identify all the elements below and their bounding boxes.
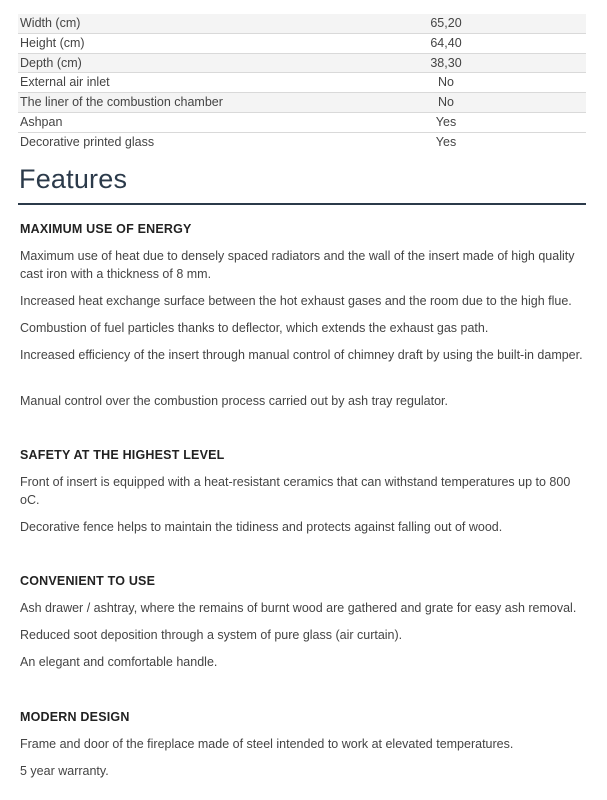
feature-paragraph: Decorative fence helps to maintain the tidiness and protects against falling out of wood. [20, 520, 503, 534]
spec-label: Width (cm) [20, 16, 81, 30]
feature-paragraph: 5 year warranty. [20, 764, 109, 778]
feature-paragraph: Manual control over the combustion process carried out by ash tray regulator. [20, 394, 448, 408]
feature-paragraph: An elegant and comfortable handle. [20, 655, 218, 669]
spec-value: No [438, 75, 454, 90]
spec-value: 65,20 [430, 16, 462, 30]
feature-paragraph: Ash drawer / ashtray, where the remains of burnt wood are gathered and grate for easy ash removal. [20, 601, 577, 615]
spec-value: 38,30 [430, 55, 462, 70]
spec-row [18, 133, 586, 152]
section-heading: MAXIMUM USE OF ENERGY [20, 222, 192, 236]
spec-label: Ashpan [20, 114, 63, 129]
feature-paragraph: Frame and door of the fireplace made of steel intended to work at elevated temperatures. [20, 737, 514, 751]
feature-paragraph: Increased efficiency of the insert through manual control of chimney draft by using the built-in damper. [20, 348, 583, 362]
features-divider [18, 203, 586, 205]
feature-paragraph: Front of insert is equipped with a heat-resistant ceramics that can withstand temperatures up to 800 oC. [20, 475, 571, 507]
spec-label: Depth (cm) [20, 55, 82, 70]
feature-paragraph: Reduced soot deposition through a system of pure glass (air curtain). [20, 628, 403, 642]
section-heading: SAFETY AT THE HIGHEST LEVEL [20, 448, 225, 462]
spec-label: Decorative printed glass [20, 134, 155, 149]
spec-row [18, 54, 586, 74]
spec-row [18, 113, 586, 133]
spec-label: Height (cm) [20, 35, 85, 50]
spec-row [18, 93, 586, 113]
section-heading: MODERN DESIGN [20, 710, 130, 724]
spec-row [18, 34, 586, 54]
feature-paragraph: Increased heat exchange surface between the hot exhaust gases and the room due to the high flue. [20, 294, 572, 308]
spec-value: 64,40 [430, 35, 462, 50]
spec-label: The liner of the combustion chamber [20, 95, 223, 110]
spec-value: No [438, 95, 454, 110]
section-heading: CONVENIENT TO USE [20, 574, 156, 588]
spec-label: External air inlet [20, 75, 110, 90]
spec-row [18, 14, 586, 34]
feature-paragraph: Maximum use of heat due to densely spaced radiators and the wall of the insert made of high quality cast iron with a thickness of 8 mm. [20, 249, 575, 281]
specs-table [18, 14, 586, 152]
spec-value: Yes [435, 114, 457, 129]
spec-value: Yes [435, 134, 457, 149]
feature-paragraph: Combustion of fuel particles thanks to deflector, which extends the exhaust gas path. [20, 321, 489, 335]
features-title: Features [19, 164, 128, 194]
spec-row [18, 73, 586, 93]
